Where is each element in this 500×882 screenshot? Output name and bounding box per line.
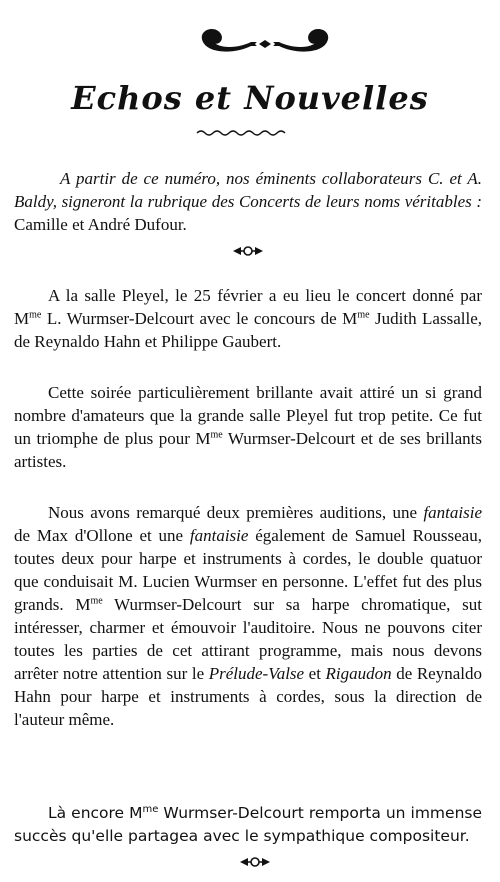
paragraph-soiree [14, 381, 482, 473]
announcement-italic-text: A partir de ce numéro, nos éminents collaborateurs C. et A. Baldy, signeront la rubrique des Concerts de leurs noms véritables : [14, 169, 482, 211]
paragraph-success [14, 802, 482, 848]
p4-text-6: de Reynaldo Hahn pour harpe et instruments à cordes, sous la direction de l'auteur même. [14, 664, 482, 729]
p3-text-2: Wurmser-Delcourt et de ses brillants artistes. [14, 429, 482, 471]
p4-text-2: de Max d'Ollone et une [14, 526, 190, 545]
title-underline-wave [195, 128, 290, 138]
p2-superscript-2: me [357, 309, 370, 321]
paragraph-pleyel-concert [14, 284, 482, 353]
p2-text-1: A la salle Pleyel, le 25 février a eu lieu le concert donné par M [14, 286, 482, 328]
section-title: Echos et Nouvelles [71, 79, 429, 117]
p2-text-2: L. Wurmser-Delcourt avec le concours de M [41, 309, 358, 328]
paragraph-announcement [14, 167, 482, 236]
p3-text-1: Cette soirée particulièrement brillante avait attiré un si grand nombre d'amateurs que la grande salle Pleyel fut trop petite. Ce fut un triomphe de plus pour M [14, 383, 482, 448]
paragraph-premieres [14, 501, 482, 731]
header-flourish-ornament [195, 20, 335, 60]
p4-text-3: également de Samuel Rousseau, toutes deux pour harpe et instruments à cordes, le double quatuor que conduisait M. Lucien Wurmser en personne. L'effet fut des plus grands. M [14, 526, 482, 614]
end-divider-ornament [239, 855, 271, 869]
p4-italic-1: fantaisie [423, 503, 482, 522]
announcement-names: Camille et André Dufour. [14, 215, 187, 234]
p4-text-4: Wurmser-Delcourt sur sa harpe chromatique, sut intéresser, charmer et émouvoir l'auditoire. Nous ne pouvons citer toutes les parties de cet attirant programme, mais nous devons arrêter notre attention sur le [14, 595, 482, 683]
p4-italic-2: fantaisie [189, 526, 249, 545]
p2-superscript-1: me [29, 309, 42, 321]
p4-superscript-1: me [90, 595, 103, 607]
p4-italic-rigaudon: Rigaudon [325, 664, 392, 683]
p5-text-2: Wurmser-Delcourt remporta un immense succès qu'elle partagea avec le sympathique compositeur. [14, 803, 482, 845]
p5-superscript-1: me [142, 803, 159, 815]
section-divider-ornament [232, 244, 264, 258]
p4-text-1: Nous avons remarqué deux premières auditions, une [48, 503, 424, 522]
p4-italic-prelude-valse: Prélude-Valse [208, 664, 305, 683]
p2-text-3: Judith Lassalle, de Reynaldo Hahn et Philippe Gaubert. [14, 309, 482, 351]
p5-text-1: Là encore M [48, 803, 143, 822]
p3-superscript-1: me [210, 429, 223, 441]
p4-text-5: et [304, 664, 326, 683]
